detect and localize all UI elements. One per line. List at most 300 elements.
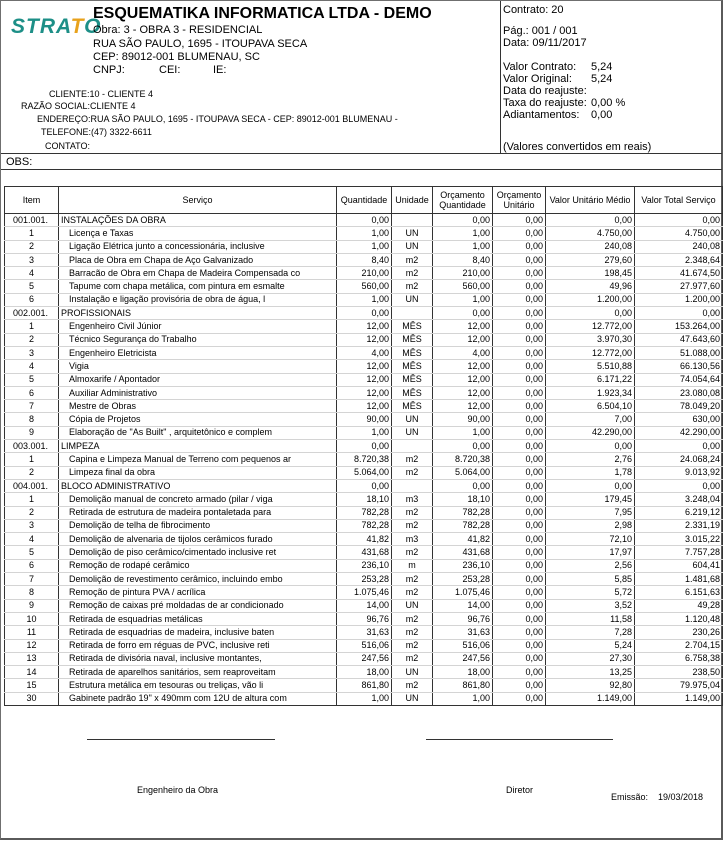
contrato-number: Contrato: 20 xyxy=(503,4,564,16)
table-cell-valor-unitario: 7,00 xyxy=(546,413,635,426)
table-header-row xyxy=(5,187,723,214)
table-row xyxy=(5,227,723,240)
table-cell-valor-unitario: 0,00 xyxy=(546,214,635,227)
table-cell-unidade: m3 xyxy=(392,533,433,546)
table-cell-orc-unitario: 0,00 xyxy=(493,346,546,359)
table-cell-quantidade: 210,00 xyxy=(337,267,392,280)
table-cell-unidade: m2 xyxy=(392,267,433,280)
table-cell-servico: Demolição de piso cerâmico/cimentado inclusive ret xyxy=(59,546,337,559)
table-cell-orc-quantidade: 861,80 xyxy=(433,679,493,692)
col-valor-total-header: Valor Total Serviço xyxy=(635,187,723,214)
table-cell-quantidade: 0,00 xyxy=(337,479,392,492)
table-cell-orc-quantidade: 96,76 xyxy=(433,612,493,625)
table-cell-servico: Engenheiro Civil Júnior xyxy=(59,320,337,333)
table-cell-quantidade: 8,40 xyxy=(337,253,392,266)
table-cell-valor-unitario: 6.171,22 xyxy=(546,373,635,386)
table-cell-quantidade: 12,00 xyxy=(337,360,392,373)
table-cell-valor-unitario: 5,24 xyxy=(546,639,635,652)
table-cell-quantidade: 1,00 xyxy=(337,692,392,705)
table-cell-orc-quantidade: 8,40 xyxy=(433,253,493,266)
table-cell-quantidade: 1.075,46 xyxy=(337,586,392,599)
table-cell-orc-unitario: 0,00 xyxy=(493,426,546,439)
table-cell-valor-unitario: 1.200,00 xyxy=(546,293,635,306)
table-cell-servico: PROFISSIONAIS xyxy=(59,307,337,320)
table-cell-item: 3 xyxy=(5,346,59,359)
table-cell-valor-total: 630,00 xyxy=(635,413,723,426)
table-cell-item: 6 xyxy=(5,386,59,399)
table-cell-valor-total: 1.200,00 xyxy=(635,293,723,306)
cep-line: CEP: 89012-001 BLUMENAU, SC xyxy=(93,51,260,63)
signature-line-engenheiro xyxy=(87,739,275,740)
table-cell-valor-total: 0,00 xyxy=(635,307,723,320)
table-cell-valor-unitario: 12.772,00 xyxy=(546,346,635,359)
table-cell-item: 1 xyxy=(5,227,59,240)
report-date: Data: 09/11/2017 xyxy=(503,37,587,49)
table-cell-item: 9 xyxy=(5,426,59,439)
table-cell-item: 8 xyxy=(5,586,59,599)
table-cell-quantidade: 90,00 xyxy=(337,413,392,426)
table-cell-quantidade: 560,00 xyxy=(337,280,392,293)
table-cell-orc-unitario: 0,00 xyxy=(493,533,546,546)
table-cell-valor-unitario: 5.510,88 xyxy=(546,360,635,373)
table-cell-orc-quantidade: 1,00 xyxy=(433,426,493,439)
table-cell-valor-total: 47.643,60 xyxy=(635,333,723,346)
table-cell-orc-unitario: 0,00 xyxy=(493,466,546,479)
table-cell-orc-unitario: 0,00 xyxy=(493,692,546,705)
table-cell-unidade xyxy=(392,307,433,320)
table-cell-item: 3 xyxy=(5,253,59,266)
table-cell-valor-total: 3.015,22 xyxy=(635,533,723,546)
table-cell-valor-unitario: 13,25 xyxy=(546,666,635,679)
table-cell-unidade: UN xyxy=(392,240,433,253)
table-cell-valor-unitario: 240,08 xyxy=(546,240,635,253)
table-cell-item: 5 xyxy=(5,373,59,386)
table-cell-orc-unitario: 0,00 xyxy=(493,479,546,492)
table-row xyxy=(5,533,723,546)
company-name: ESQUEMATIKA INFORMATICA LTDA - DEMO xyxy=(93,5,432,22)
razao-social-line: RAZÃO SOCIAL:CLIENTE 4 xyxy=(21,101,136,111)
table-cell-servico: Tapume com chapa metálica, com pintura em esmalte xyxy=(59,280,337,293)
table-cell-quantidade: 431,68 xyxy=(337,546,392,559)
table-cell-orc-quantidade: 12,00 xyxy=(433,333,493,346)
table-cell-servico: Demolição de alvenaria de tijolos cerâmicos furado xyxy=(59,533,337,546)
table-cell-valor-total: 2.348,64 xyxy=(635,253,723,266)
table-cell-orc-quantidade: 431,68 xyxy=(433,546,493,559)
table-cell-servico: Capina e Limpeza Manual de Terreno com pequenos ar xyxy=(59,453,337,466)
table-cell-servico: Demolição de revestimento cerâmico, incluindo embo xyxy=(59,573,337,586)
table-cell-quantidade: 0,00 xyxy=(337,307,392,320)
col-orc-quantidade-header: Orçamento Quantidade xyxy=(433,187,493,214)
table-cell-item: 5 xyxy=(5,546,59,559)
table-cell-item: 10 xyxy=(5,612,59,625)
table-cell-valor-unitario: 17,97 xyxy=(546,546,635,559)
table-cell-servico: Retirada de esquadrias metálicas xyxy=(59,612,337,625)
table-cell-unidade: m2 xyxy=(392,639,433,652)
table-cell-quantidade: 12,00 xyxy=(337,400,392,413)
table-cell-servico: Barracão de Obra em Chapa de Madeira Compensada co xyxy=(59,267,337,280)
table-cell-unidade: MÊS xyxy=(392,400,433,413)
signature-label-engenheiro: Engenheiro da Obra xyxy=(137,785,219,795)
emissao-info xyxy=(611,792,703,802)
table-cell-valor-unitario: 2,76 xyxy=(546,453,635,466)
table-row xyxy=(5,320,723,333)
table-cell-item: 4 xyxy=(5,267,59,280)
obra-line: Obra: 3 - OBRA 3 - RESIDENCIAL xyxy=(93,24,263,36)
table-cell-valor-total: 27.977,60 xyxy=(635,280,723,293)
table-cell-unidade: MÊS xyxy=(392,360,433,373)
table-cell-servico: Demolição de telha de fibrocimento xyxy=(59,519,337,532)
table-cell-quantidade: 41,82 xyxy=(337,533,392,546)
table-cell-orc-quantidade: 516,06 xyxy=(433,639,493,652)
valor-contrato-value: 5,24 xyxy=(591,61,613,73)
ie-label: IE: xyxy=(213,64,227,76)
table-cell-unidade: UN xyxy=(392,426,433,439)
table-cell-unidade: m2 xyxy=(392,652,433,665)
table-cell-item: 7 xyxy=(5,573,59,586)
table-cell-valor-unitario: 1,78 xyxy=(546,466,635,479)
table-cell-orc-quantidade: 236,10 xyxy=(433,559,493,572)
table-row xyxy=(5,652,723,665)
table-cell-valor-total: 9.013,92 xyxy=(635,466,723,479)
col-servico-header: Serviço xyxy=(59,187,337,214)
table-cell-valor-total: 240,08 xyxy=(635,240,723,253)
table-cell-valor-unitario: 6.504,10 xyxy=(546,400,635,413)
table-cell-orc-quantidade: 782,28 xyxy=(433,519,493,532)
table-row xyxy=(5,386,723,399)
table-cell-valor-total: 1.149,00 xyxy=(635,692,723,705)
table-cell-orc-quantidade: 0,00 xyxy=(433,307,493,320)
table-cell-quantidade: 12,00 xyxy=(337,373,392,386)
table-row xyxy=(5,346,723,359)
table-cell-orc-unitario: 0,00 xyxy=(493,386,546,399)
table-row xyxy=(5,586,723,599)
table-cell-quantidade: 31,63 xyxy=(337,626,392,639)
table-cell-valor-total: 1.481,68 xyxy=(635,573,723,586)
table-cell-unidade: m2 xyxy=(392,586,433,599)
table-cell-orc-unitario: 0,00 xyxy=(493,666,546,679)
table-cell-valor-unitario: 5,72 xyxy=(546,586,635,599)
table-cell-orc-unitario: 0,00 xyxy=(493,320,546,333)
table-cell-servico: Retirada de esquadrias de madeira, inclusive baten xyxy=(59,626,337,639)
table-cell-valor-total: 2.331,19 xyxy=(635,519,723,532)
table-cell-orc-unitario: 0,00 xyxy=(493,440,546,453)
table-cell-valor-total: 153.264,00 xyxy=(635,320,723,333)
table-cell-valor-total: 49,28 xyxy=(635,599,723,612)
table-cell-orc-quantidade: 1,00 xyxy=(433,692,493,705)
table-row xyxy=(5,400,723,413)
col-orc-unitario-header: Orçamento Unitário xyxy=(493,187,546,214)
table-cell-servico: Cópia de Projetos xyxy=(59,413,337,426)
table-cell-valor-total: 78.049,20 xyxy=(635,400,723,413)
table-cell-orc-quantidade: 1,00 xyxy=(433,293,493,306)
table-cell-valor-total: 2.704,15 xyxy=(635,639,723,652)
table-cell-valor-total: 41.674,50 xyxy=(635,267,723,280)
table-row xyxy=(5,599,723,612)
table-cell-quantidade: 253,28 xyxy=(337,573,392,586)
table-cell-orc-unitario: 0,00 xyxy=(493,519,546,532)
table-cell-orc-quantidade: 90,00 xyxy=(433,413,493,426)
col-unidade-header: Unidade xyxy=(392,187,433,214)
table-cell-orc-unitario: 0,00 xyxy=(493,639,546,652)
table-cell-item: 003.001. xyxy=(5,440,59,453)
table-cell-servico: Retirada de forro em réguas de PVC, inclusive reti xyxy=(59,639,337,652)
table-cell-unidade xyxy=(392,214,433,227)
taxa-reajuste-value: 0,00 % xyxy=(591,97,626,109)
table-cell-unidade: MÊS xyxy=(392,386,433,399)
col-quantidade-header: Quantidade xyxy=(337,187,392,214)
table-cell-item: 9 xyxy=(5,599,59,612)
table-cell-valor-unitario: 27,30 xyxy=(546,652,635,665)
table-row xyxy=(5,267,723,280)
table-cell-valor-total: 230,26 xyxy=(635,626,723,639)
table-cell-servico: INSTALAÇÕES DA OBRA xyxy=(59,214,337,227)
table-row xyxy=(5,519,723,532)
table-row xyxy=(5,612,723,625)
address-line: RUA SÃO PAULO, 1695 - ITOUPAVA SECA xyxy=(93,38,308,50)
table-cell-orc-unitario: 0,00 xyxy=(493,373,546,386)
table-cell-servico: Gabinete padrão 19" x 490mm com 12U de altura com xyxy=(59,692,337,705)
table-group-row xyxy=(5,307,723,320)
table-cell-quantidade: 782,28 xyxy=(337,519,392,532)
table-cell-valor-unitario: 179,45 xyxy=(546,493,635,506)
table-cell-valor-unitario: 279,60 xyxy=(546,253,635,266)
obs-label: OBS: xyxy=(6,156,33,168)
table-cell-servico: Técnico Segurança do Trabalho xyxy=(59,333,337,346)
table-cell-orc-quantidade: 0,00 xyxy=(433,479,493,492)
table-cell-valor-unitario: 2,98 xyxy=(546,519,635,532)
table-cell-item: 1 xyxy=(5,453,59,466)
taxa-reajuste-label: Taxa do reajuste: xyxy=(503,97,587,109)
table-cell-valor-unitario: 12.772,00 xyxy=(546,320,635,333)
table-cell-orc-quantidade: 210,00 xyxy=(433,267,493,280)
endereco-line: ENDEREÇO:RUA SÃO PAULO, 1695 - ITOUPAVA SECA - CEP: 89012-001 BLUMENAU - xyxy=(37,114,398,124)
table-row xyxy=(5,426,723,439)
table-cell-unidade: m2 xyxy=(392,626,433,639)
table-cell-quantidade: 1,00 xyxy=(337,426,392,439)
table-cell-valor-total: 238,50 xyxy=(635,666,723,679)
data-reajuste-label: Data do reajuste: xyxy=(503,85,587,97)
table-cell-orc-unitario: 0,00 xyxy=(493,333,546,346)
table-cell-unidade: UN xyxy=(392,666,433,679)
valor-contrato-label: Valor Contrato: xyxy=(503,61,577,73)
table-cell-orc-unitario: 0,00 xyxy=(493,360,546,373)
client-line: CLIENTE:10 - CLIENTE 4 xyxy=(49,89,154,99)
table-cell-orc-unitario: 0,00 xyxy=(493,493,546,506)
table-row xyxy=(5,546,723,559)
table-cell-valor-unitario: 1.923,34 xyxy=(546,386,635,399)
table-cell-orc-unitario: 0,00 xyxy=(493,453,546,466)
table-cell-unidade: m2 xyxy=(392,679,433,692)
table-cell-orc-quantidade: 12,00 xyxy=(433,400,493,413)
table-cell-orc-unitario: 0,00 xyxy=(493,586,546,599)
table-cell-unidade: UN xyxy=(392,599,433,612)
table-cell-unidade: MÊS xyxy=(392,373,433,386)
table-cell-orc-quantidade: 41,82 xyxy=(433,533,493,546)
table-row xyxy=(5,413,723,426)
signature-line-diretor xyxy=(426,739,613,740)
table-cell-orc-quantidade: 1,00 xyxy=(433,227,493,240)
table-cell-unidade: MÊS xyxy=(392,346,433,359)
col-item-header: Item xyxy=(5,187,59,214)
telefone-line: TELEFONE:(47) 3322-6611 xyxy=(41,127,152,137)
table-cell-item: 2 xyxy=(5,466,59,479)
table-cell-valor-unitario: 7,28 xyxy=(546,626,635,639)
table-cell-valor-unitario: 3.970,30 xyxy=(546,333,635,346)
table-cell-valor-total: 6.758,38 xyxy=(635,652,723,665)
table-group-row xyxy=(5,214,723,227)
valor-original-label: Valor Original: xyxy=(503,73,572,85)
table-cell-servico: Remoção de rodapé cerâmico xyxy=(59,559,337,572)
table-cell-item: 7 xyxy=(5,400,59,413)
table-cell-servico: Limpeza final da obra xyxy=(59,466,337,479)
table-cell-orc-quantidade: 18,10 xyxy=(433,493,493,506)
table-cell-quantidade: 12,00 xyxy=(337,333,392,346)
table-cell-unidade xyxy=(392,440,433,453)
table-cell-unidade: m2 xyxy=(392,546,433,559)
table-cell-unidade: UN xyxy=(392,692,433,705)
obs-bottom-rule xyxy=(1,169,722,170)
table-cell-orc-unitario: 0,00 xyxy=(493,293,546,306)
table-cell-valor-unitario: 49,96 xyxy=(546,280,635,293)
table-cell-orc-quantidade: 0,00 xyxy=(433,440,493,453)
table-cell-quantidade: 5.064,00 xyxy=(337,466,392,479)
table-cell-orc-unitario: 0,00 xyxy=(493,214,546,227)
table-cell-orc-quantidade: 12,00 xyxy=(433,320,493,333)
table-cell-item: 4 xyxy=(5,533,59,546)
table-cell-quantidade: 516,06 xyxy=(337,639,392,652)
table-cell-valor-unitario: 42.290,00 xyxy=(546,426,635,439)
table-cell-servico: Mestre de Obras xyxy=(59,400,337,413)
table-cell-orc-unitario: 0,00 xyxy=(493,652,546,665)
table-cell-unidade: m2 xyxy=(392,280,433,293)
table-cell-valor-total: 23.080,08 xyxy=(635,386,723,399)
table-cell-item: 11 xyxy=(5,626,59,639)
table-cell-orc-unitario: 0,00 xyxy=(493,626,546,639)
table-cell-unidade: m2 xyxy=(392,506,433,519)
table-row xyxy=(5,453,723,466)
table-cell-item: 12 xyxy=(5,639,59,652)
table-cell-quantidade: 782,28 xyxy=(337,506,392,519)
table-cell-orc-unitario: 0,00 xyxy=(493,413,546,426)
strato-logo: STRATO xyxy=(11,15,102,38)
table-row xyxy=(5,466,723,479)
table-cell-valor-unitario: 72,10 xyxy=(546,533,635,546)
table-cell-orc-quantidade: 8.720,38 xyxy=(433,453,493,466)
table-cell-item: 2 xyxy=(5,506,59,519)
table-cell-orc-quantidade: 31,63 xyxy=(433,626,493,639)
cei-label: CEI: xyxy=(159,64,181,76)
page-number: Pág.: 001 / 001 xyxy=(503,25,578,37)
table-cell-servico: Auxiliar Administrativo xyxy=(59,386,337,399)
adiantamentos-value: 0,00 xyxy=(591,109,613,121)
table-cell-valor-unitario: 0,00 xyxy=(546,307,635,320)
table-body xyxy=(5,214,723,706)
table-cell-quantidade: 4,00 xyxy=(337,346,392,359)
report-header xyxy=(1,1,722,153)
table-cell-servico: Placa de Obra em Chapa de Aço Galvanizado xyxy=(59,253,337,266)
table-cell-item: 002.001. xyxy=(5,307,59,320)
table-row xyxy=(5,506,723,519)
table-cell-orc-unitario: 0,00 xyxy=(493,546,546,559)
table-cell-quantidade: 8.720,38 xyxy=(337,453,392,466)
table-cell-quantidade: 12,00 xyxy=(337,320,392,333)
services-table xyxy=(4,186,723,706)
table-cell-valor-unitario: 2,56 xyxy=(546,559,635,572)
table-cell-item: 4 xyxy=(5,360,59,373)
table-cell-orc-unitario: 0,00 xyxy=(493,253,546,266)
table-cell-unidade: m2 xyxy=(392,519,433,532)
table-cell-quantidade: 236,10 xyxy=(337,559,392,572)
table-cell-orc-quantidade: 1.075,46 xyxy=(433,586,493,599)
table-cell-orc-quantidade: 12,00 xyxy=(433,373,493,386)
table-cell-quantidade: 14,00 xyxy=(337,599,392,612)
table-cell-servico: LIMPEZA xyxy=(59,440,337,453)
table-cell-orc-quantidade: 4,00 xyxy=(433,346,493,359)
table-cell-unidade: m2 xyxy=(392,573,433,586)
table-cell-valor-total: 604,41 xyxy=(635,559,723,572)
table-cell-orc-unitario: 0,00 xyxy=(493,612,546,625)
table-cell-orc-quantidade: 0,00 xyxy=(433,214,493,227)
table-cell-quantidade: 1,00 xyxy=(337,227,392,240)
table-row xyxy=(5,493,723,506)
table-cell-orc-quantidade: 14,00 xyxy=(433,599,493,612)
table-cell-orc-unitario: 0,00 xyxy=(493,573,546,586)
valor-original-value: 5,24 xyxy=(591,73,613,85)
table-cell-servico: Vigia xyxy=(59,360,337,373)
table-row xyxy=(5,280,723,293)
table-cell-orc-unitario: 0,00 xyxy=(493,400,546,413)
table-cell-servico: BLOCO ADMINISTRATIVO xyxy=(59,479,337,492)
table-cell-unidade: m3 xyxy=(392,493,433,506)
table-cell-valor-unitario: 11,58 xyxy=(546,612,635,625)
table-cell-item: 2 xyxy=(5,240,59,253)
table-cell-valor-unitario: 0,00 xyxy=(546,440,635,453)
table-cell-unidade: m2 xyxy=(392,466,433,479)
table-cell-orc-quantidade: 5.064,00 xyxy=(433,466,493,479)
table-cell-item: 6 xyxy=(5,559,59,572)
table-row xyxy=(5,373,723,386)
table-cell-item: 1 xyxy=(5,493,59,506)
table-cell-unidade: MÊS xyxy=(392,320,433,333)
table-cell-servico: Retirada de aparelhos sanitários, sem reaproveitam xyxy=(59,666,337,679)
table-cell-orc-quantidade: 12,00 xyxy=(433,386,493,399)
table-cell-valor-total: 66.130,56 xyxy=(635,360,723,373)
col-valor-unitario-header: Valor Unitário Médio xyxy=(546,187,635,214)
table-cell-orc-unitario: 0,00 xyxy=(493,240,546,253)
table-cell-valor-total: 51.088,00 xyxy=(635,346,723,359)
table-cell-orc-unitario: 0,00 xyxy=(493,280,546,293)
table-cell-valor-total: 42.290,00 xyxy=(635,426,723,439)
table-cell-valor-unitario: 1.149,00 xyxy=(546,692,635,705)
table-cell-unidade: UN xyxy=(392,293,433,306)
table-cell-quantidade: 861,80 xyxy=(337,679,392,692)
table-cell-servico: Elaboração de "As Built" , arquitetônico e complem xyxy=(59,426,337,439)
table-cell-item: 8 xyxy=(5,413,59,426)
signature-label-diretor: Diretor xyxy=(506,785,534,795)
table-cell-orc-quantidade: 253,28 xyxy=(433,573,493,586)
table-cell-quantidade: 0,00 xyxy=(337,214,392,227)
table-cell-valor-total: 6.219,12 xyxy=(635,506,723,519)
table-cell-servico: Instalação e ligação provisória de obra de água, l xyxy=(59,293,337,306)
table-cell-item: 13 xyxy=(5,652,59,665)
table-cell-quantidade: 0,00 xyxy=(337,440,392,453)
table-cell-quantidade: 1,00 xyxy=(337,240,392,253)
table-group-row xyxy=(5,440,723,453)
table-cell-valor-total: 0,00 xyxy=(635,214,723,227)
table-cell-valor-unitario: 0,00 xyxy=(546,479,635,492)
table-cell-valor-total: 6.151,63 xyxy=(635,586,723,599)
table-cell-valor-unitario: 92,80 xyxy=(546,679,635,692)
